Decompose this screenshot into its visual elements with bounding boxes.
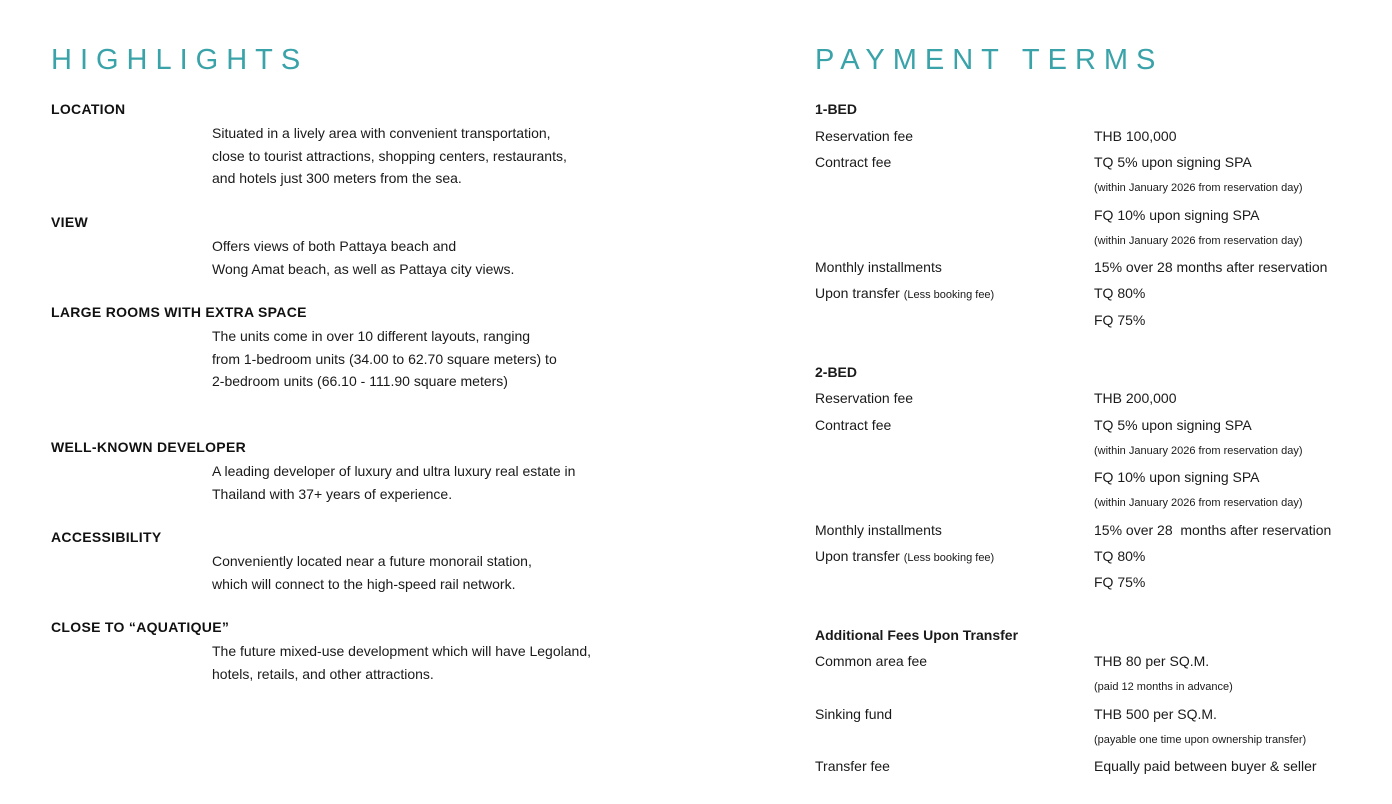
transfer-tq-value: TQ 80% <box>1094 285 1146 301</box>
monthly-label: Monthly installments <box>815 522 942 538</box>
transfer-note: (Less booking fee) <box>903 289 995 301</box>
reservation-value: THB 100,000 <box>1094 128 1177 144</box>
sinking-fund-label: Sinking fund <box>815 706 893 722</box>
two-bed-transfer-row <box>815 548 1375 568</box>
contract-tq-note: (within January 2026 from reservation day) <box>1094 182 1303 194</box>
aquatique-heading: CLOSE TO “AQUATIQUE” <box>51 619 230 635</box>
one-bed-heading-label: 1-BED <box>815 101 858 117</box>
one-bed-monthly-row <box>815 259 1375 279</box>
monthly-value: 15% over 28 months after reservation <box>1094 259 1328 275</box>
transfer-label-text: Upon transfer <box>815 548 900 564</box>
two-bed-transfer-fq-row <box>815 574 1375 594</box>
text-line: The future mixed-use development which will have Legoland, <box>212 643 591 659</box>
transfer-note: (Less booking fee) <box>903 552 995 564</box>
one-bed-contract-tq-note-row <box>815 182 1375 202</box>
highlights-title: HIGHLIGHTS <box>51 44 309 76</box>
one-bed-reservation-row <box>815 128 1375 148</box>
transfer-label-text: Upon transfer <box>815 285 900 301</box>
monthly-label: Monthly installments <box>815 259 942 275</box>
monthly-value: 15% over 28 months after reservation <box>1094 522 1332 538</box>
common-area-row <box>815 653 1375 673</box>
accessibility-heading: ACCESSIBILITY <box>51 529 162 545</box>
text-line: A leading developer of luxury and ultra luxury real estate in <box>212 463 576 479</box>
two-bed-contract-fq-note-row <box>815 497 1375 517</box>
two-bed-heading <box>815 364 1375 384</box>
one-bed-transfer-row <box>815 285 1375 305</box>
two-bed-contract-row <box>815 417 1375 437</box>
additional-fees-heading <box>815 627 1375 647</box>
reservation-label: Reservation fee <box>815 390 914 406</box>
text-line: hotels, retails, and other attractions. <box>212 665 434 682</box>
one-bed-transfer-fq-row <box>815 312 1375 332</box>
text-line: Thailand with 37+ years of experience. <box>212 485 453 502</box>
reservation-value: THB 200,000 <box>1094 390 1177 406</box>
contract-fq-value: FQ 10% upon signing SPA <box>1094 469 1260 485</box>
location-heading: LOCATION <box>51 101 126 117</box>
developer-text <box>212 460 575 505</box>
two-bed-contract-fq-row <box>815 469 1375 489</box>
one-bed-contract-row <box>815 154 1375 174</box>
contract-label: Contract fee <box>815 154 892 170</box>
sinking-fund-note: (payable one time upon ownership transfer) <box>1094 734 1307 746</box>
text-line: 2-bedroom units (66.10 - 111.90 square meters) <box>212 373 508 389</box>
location-text <box>212 122 567 190</box>
reservation-label: Reservation fee <box>815 128 914 144</box>
text-line: Wong Amat beach, as well as Pattaya city views. <box>212 260 515 277</box>
transfer-tq-value: TQ 80% <box>1094 548 1146 564</box>
view-heading: VIEW <box>51 214 88 230</box>
text-line: and hotels just 300 meters from the sea. <box>212 170 462 186</box>
text-line: Offers views of both Pattaya beach and <box>212 238 457 254</box>
contract-fq-note: (within January 2026 from reservation day) <box>1094 497 1303 509</box>
transfer-fee-label: Transfer fee <box>815 758 890 774</box>
common-area-label: Common area fee <box>815 653 928 669</box>
contract-label: Contract fee <box>815 417 892 433</box>
two-bed-contract-tq-note-row <box>815 445 1375 465</box>
transfer-fee-row <box>815 758 1375 778</box>
sinking-fund-row <box>815 706 1375 726</box>
two-bed-reservation-row <box>815 390 1375 410</box>
aquatique-text <box>212 640 591 685</box>
transfer-fee-value: Equally paid between buyer & seller <box>1094 758 1317 774</box>
sinking-fund-note-row <box>815 734 1375 754</box>
transfer-fq-value: FQ 75% <box>1094 312 1146 328</box>
sinking-fund-value: THB 500 per SQ.M. <box>1094 706 1217 722</box>
contract-tq-value: TQ 5% upon signing SPA <box>1094 417 1252 433</box>
text-line: which will connect to the high-speed rail network. <box>212 575 516 592</box>
transfer-label <box>815 548 994 564</box>
two-bed-monthly-row <box>815 522 1375 542</box>
contract-fq-note: (within January 2026 from reservation day) <box>1094 235 1303 247</box>
one-bed-heading <box>815 101 1375 121</box>
common-area-value: THB 80 per SQ.M. <box>1094 653 1210 669</box>
one-bed-contract-fq-row <box>815 207 1375 227</box>
payment-terms-title: PAYMENT TERMS <box>815 44 1164 76</box>
large-rooms-text <box>212 325 557 393</box>
transfer-fq-value: FQ 75% <box>1094 574 1146 590</box>
text-line: from 1-bedroom units (34.00 to 62.70 square meters) to <box>212 350 557 367</box>
contract-tq-note: (within January 2026 from reservation day) <box>1094 445 1303 457</box>
two-bed-heading-label: 2-BED <box>815 364 858 380</box>
common-area-note-row <box>815 681 1375 701</box>
text-line: close to tourist attractions, shopping centers, restaurants, <box>212 147 567 164</box>
transfer-label <box>815 285 994 301</box>
one-bed-contract-fq-note-row <box>815 235 1375 255</box>
contract-fq-value: FQ 10% upon signing SPA <box>1094 207 1260 223</box>
developer-heading: WELL-KNOWN DEVELOPER <box>51 439 246 455</box>
large-rooms-heading: LARGE ROOMS WITH EXTRA SPACE <box>51 304 307 320</box>
text-line: Situated in a lively area with convenient transportation, <box>212 125 551 141</box>
common-area-note: (paid 12 months in advance) <box>1094 681 1233 693</box>
additional-fees-heading-label: Additional Fees Upon Transfer <box>815 627 1019 643</box>
text-line: The units come in over 10 different layouts, ranging <box>212 328 531 344</box>
contract-tq-value: TQ 5% upon signing SPA <box>1094 154 1252 170</box>
view-text <box>212 235 514 280</box>
accessibility-text <box>212 550 532 595</box>
text-line: Conveniently located near a future monorail station, <box>212 553 532 569</box>
